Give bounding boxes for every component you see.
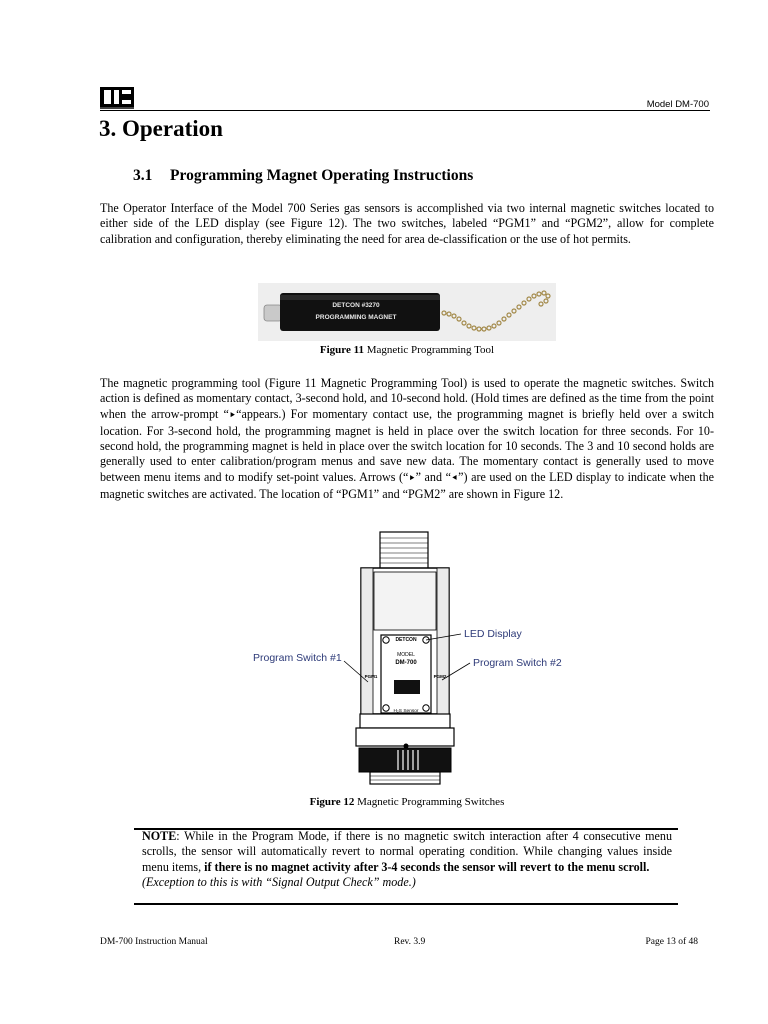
paragraph-magnetic-tool: The magnetic programming tool (Figure 11 Magnetic Programming Tool) is used to operate the magnetic switches. Switch action is defined as momentary contact, 3-second hold, and 10-second hold. (Hold times are defined as the time from the point when the arrow-prompt “⯈“appears.) For momentary contact use, the programming magnet is briefly held over a switch location. For 3-second hold, the programming magnet is held in place over the switch location for three seconds. For 10-second hold, the programming magnet is held in place over the switch location for 10 seconds. The 3 and 10 second holds are generally used to enter calibration/program menus and save new data. The momentary contact is generally used to move between menu items and to modify set-point values. Arrows (“⯈” and “⯇”) are used on the LED display to indicate when the magnetic switches are activated. The location of “PGM1” and “PGM2” are shown in Figure 12. [100, 376, 714, 502]
figure-12-caption: Figure 12 Magnetic Programming Switches [309, 796, 505, 808]
subsection-number: 3.1 [133, 167, 153, 184]
subsection-heading [133, 167, 473, 185]
header-model: Model DM-700 [646, 99, 709, 110]
label-led-display: LED Display [464, 628, 522, 640]
device-model: DM-700 [395, 660, 417, 666]
footer-page-number: Page 13 of 48 [645, 937, 698, 947]
footer-revision: Rev. 3.9 [394, 937, 426, 947]
note-label: NOTE [142, 829, 177, 843]
subsection-title: Programming Magnet Operating Instructions [170, 167, 474, 184]
arrow-left-icon: ⯇ [450, 473, 459, 484]
tool-label-1: DETCON #3270 [332, 302, 380, 309]
arrow-right-icon: ⯈ [408, 473, 416, 484]
header-rule [100, 110, 710, 111]
tool-label-2: PROGRAMMING MAGNET [315, 314, 397, 321]
pgm1-label: PGM1 [364, 674, 378, 679]
figure-11-caption: Figure 11 Magnetic Programming Tool [319, 344, 495, 356]
detcon-logo [100, 87, 134, 109]
footer-manual-name: DM-700 Instruction Manual [100, 937, 208, 947]
section-title: 3. Operation [99, 116, 223, 141]
arrow-right-icon: ⯈ [228, 410, 237, 421]
note-text: NOTE: While in the Program Mode, if there is no magnetic switch interaction after 4 consecutive menu scrolls, the sensor will automatically revert to normal operating condition. While changing values inside menu items, if there is no magnet activity after 3-4 seconds the sensor will revert to the menu scroll. (Exception to this is with “Signal Output Check” mode.) [142, 829, 672, 889]
device-brand: DETCON [395, 637, 417, 643]
label-program-switch-1: Program Switch #1 [253, 652, 342, 664]
figure-11-programming-magnet [258, 283, 556, 341]
device-sensor: H₂S Sensor [393, 709, 419, 714]
pgm2-label: PGM2 [433, 674, 447, 679]
device-model-label: MODEL [397, 652, 415, 658]
paragraph-intro: The Operator Interface of the Model 700 Series gas sensors is accomplished via two internal magnetic switches located to either side of the LED display (see Figure 12). The two switches, labeled “PGM1” and “PGM2”, allow for complete calibration and configuration, thereby eliminating the need for area de-classification or the use of hot permits. [100, 201, 714, 246]
label-program-switch-2: Program Switch #2 [473, 657, 562, 669]
